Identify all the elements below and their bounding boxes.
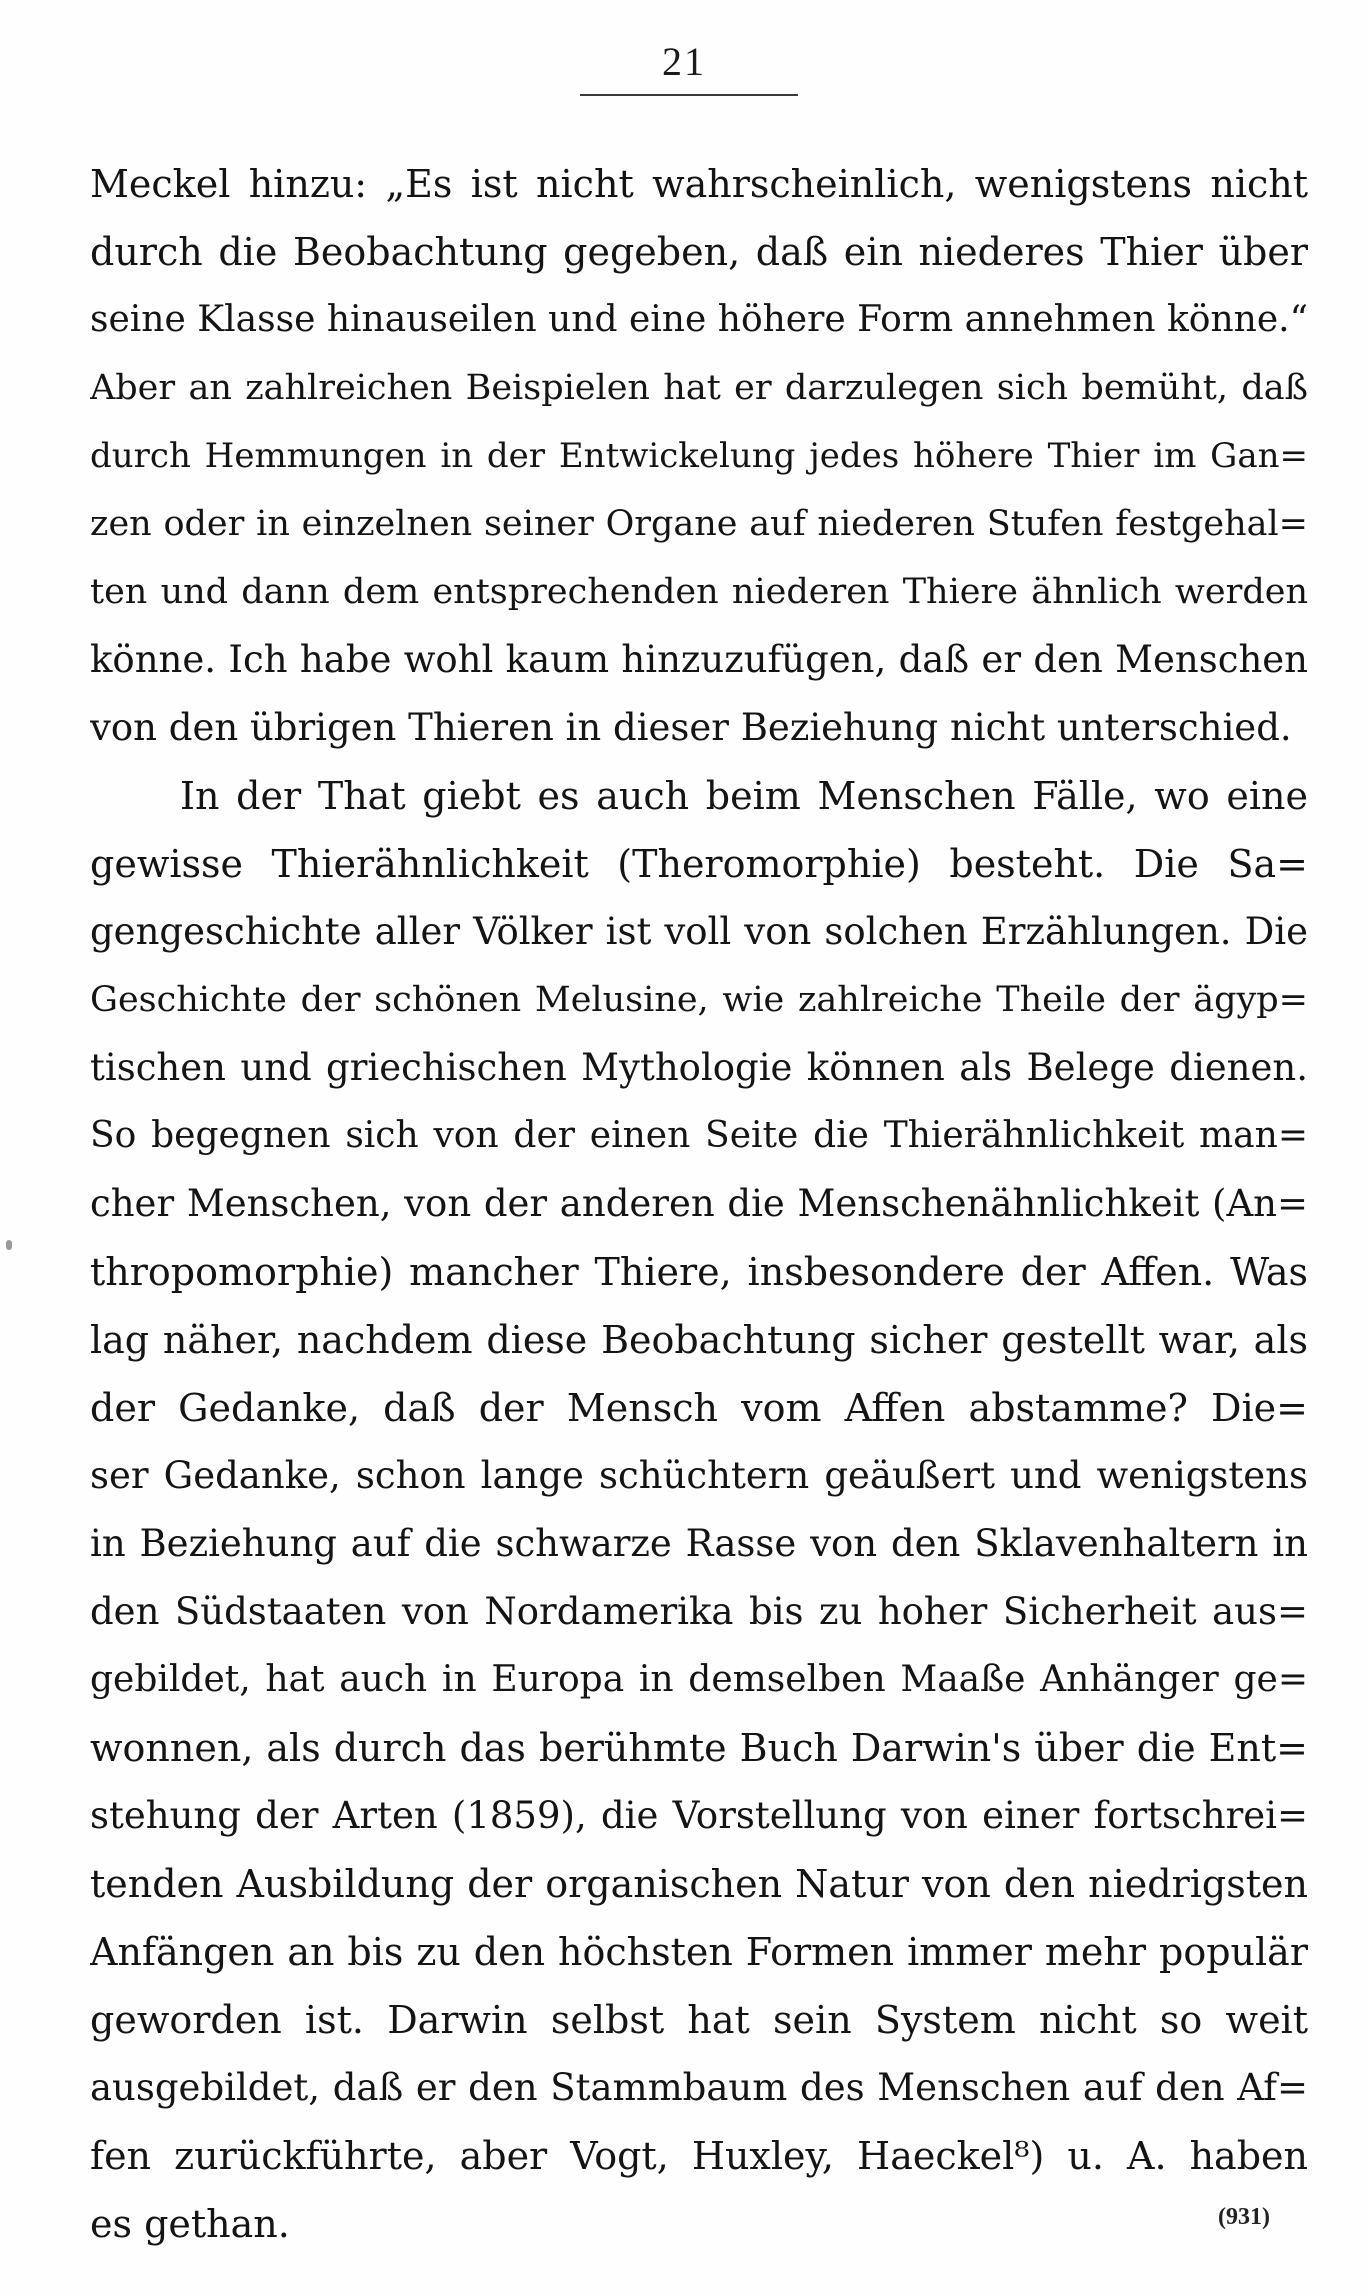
text-line: cher Menschen, von der anderen die Menschenähnlichkeit (An= xyxy=(90,1182,1308,1225)
text-line: stehung der Arten (1859), die Vorstellung von einer fortschrei= xyxy=(90,1794,1308,1837)
text-line: von den übrigen Thieren in dieser Beziehung nicht unterschied. xyxy=(90,706,1292,749)
text-line: in Beziehung auf die schwarze Rasse von den Sklavenhaltern in xyxy=(90,1522,1308,1565)
text-line: ser Gedanke, schon lange schüchtern geäußert und wenigstens xyxy=(90,1454,1308,1497)
page-number: 21 xyxy=(662,39,706,84)
text-line: durch die Beobachtung gegeben, daß ein niederes Thier über xyxy=(90,230,1308,274)
text-line-paragraph-start: In der That giebt es auch beim Menschen Fälle, wo eine xyxy=(180,774,1308,818)
text-line: es gethan. xyxy=(90,2202,290,2246)
text-line: ausgebildet, daß er den Stammbaum des Menschen auf den Af= xyxy=(90,2066,1308,2109)
text-line: ten und dann dem entsprechenden niederen Thiere ähnlich werden xyxy=(90,572,1308,612)
text-line: gewisse Thierähnlichkeit (Theromorphie) besteht. Die Sa= xyxy=(90,842,1308,886)
text-line: den Südstaaten von Nordamerika bis zu hoher Sicherheit aus= xyxy=(90,1590,1308,1633)
text-line: wonnen, als durch das berühmte Buch Darwin's über die Ent= xyxy=(90,1726,1308,1770)
printer-signature: (931) xyxy=(1218,2204,1270,2230)
body-text xyxy=(90,150,1308,2258)
text-line: Meckel hinzu: „Es ist nicht wahrscheinlich, wenigstens nicht xyxy=(90,162,1308,206)
text-line: tenden Ausbildung der organischen Natur von den niedrigsten xyxy=(90,1862,1308,1906)
text-line: tischen und griechischen Mythologie können als Belege dienen. xyxy=(90,1046,1308,1089)
text-line: Geschichte der schönen Melusine, wie zahlreiche Theile der ägyp= xyxy=(90,980,1308,1020)
text-line: könne. Ich habe wohl kaum hinzuzufügen, daß er den Menschen xyxy=(90,638,1308,681)
text-line: gengeschichte aller Völker ist voll von solchen Erzählungen. Die xyxy=(90,910,1308,953)
text-line: durch Hemmungen in der Entwickelung jedes höhere Thier im Gan= xyxy=(90,436,1308,476)
text-line: geworden ist. Darwin selbst hat sein System nicht so weit xyxy=(90,1998,1308,2042)
text-line: lag näher, nachdem diese Beobachtung sicher gestellt war, als xyxy=(90,1318,1308,1362)
text-line: So begegnen sich von der einen Seite die Thierähnlichkeit man= xyxy=(90,1115,1308,1156)
text-line: gebildet, hat auch in Europa in demselben Maaße Anhänger ge= xyxy=(90,1659,1308,1700)
text-line: thropomorphie) mancher Thiere, insbesondere der Affen. Was xyxy=(90,1250,1308,1294)
text-line: der Gedanke, daß der Mensch vom Affen abstamme? Die= xyxy=(90,1386,1308,1430)
text-line: seine Klasse hinauseilen und eine höhere Form annehmen könne.“ xyxy=(90,299,1308,340)
text-line: Anfängen an bis zu den höchsten Formen immer mehr populär xyxy=(90,1930,1308,1974)
header-rule xyxy=(580,94,798,96)
text-line: Aber an zahlreichen Beispielen hat er darzulegen sich bemüht, daß xyxy=(90,368,1308,408)
text-line: fen zurückführte, aber Vogt, Huxley, Haeckel⁸) u. A. haben xyxy=(90,2134,1308,2178)
margin-speck xyxy=(6,1240,12,1250)
text-line: zen oder in einzelnen seiner Organe auf niederen Stufen festgehal= xyxy=(90,504,1308,544)
